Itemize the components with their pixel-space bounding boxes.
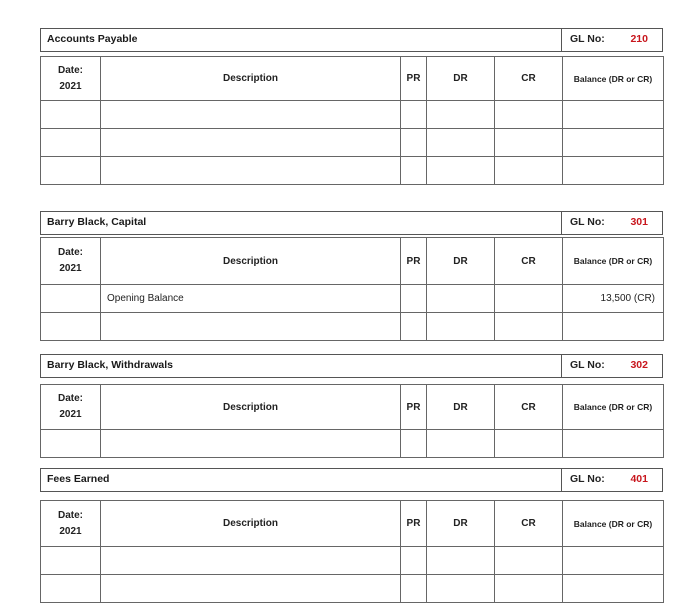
pr-cell[interactable] (401, 547, 427, 575)
pr-cell[interactable] (401, 575, 427, 603)
pr-cell[interactable] (401, 285, 427, 313)
table-header-row (41, 501, 664, 547)
ledger-title: Accounts Payable (47, 33, 138, 45)
ledger-title-bar (40, 211, 663, 235)
cr-cell[interactable] (495, 547, 563, 575)
cr-cell[interactable] (495, 101, 563, 129)
cr-cell[interactable] (495, 575, 563, 603)
dr-cell[interactable] (427, 547, 495, 575)
balance-cell[interactable] (563, 129, 664, 157)
gl-number: 302 (630, 359, 648, 371)
pr-header: PR (401, 385, 427, 430)
cr-cell[interactable] (495, 285, 563, 313)
balance-header: Balance (DR or CR) (563, 385, 664, 430)
description-header: Description (101, 501, 401, 547)
ledger-title: Barry Black, Withdrawals (47, 359, 173, 371)
gl-number: 301 (630, 216, 648, 228)
ledger-table (40, 237, 664, 341)
balance-cell[interactable] (563, 313, 664, 341)
dr-cell[interactable] (427, 313, 495, 341)
dr-header: DR (427, 57, 495, 101)
ledger-table (40, 384, 664, 458)
gl-label: GL No: (570, 33, 605, 45)
dr-cell[interactable] (427, 575, 495, 603)
dr-header: DR (427, 501, 495, 547)
date-cell[interactable] (41, 430, 101, 458)
balance-cell[interactable] (563, 547, 664, 575)
ledger-title: Fees Earned (47, 473, 110, 485)
balance-cell[interactable] (563, 430, 664, 458)
date-cell[interactable] (41, 285, 101, 313)
dr-cell[interactable] (427, 129, 495, 157)
ledger-title-bar (40, 468, 663, 492)
cr-cell[interactable] (495, 157, 563, 185)
pr-header: PR (401, 57, 427, 101)
gl-label: GL No: (570, 359, 605, 371)
balance-cell[interactable] (563, 575, 664, 603)
pr-cell[interactable] (401, 313, 427, 341)
balance-cell[interactable] (563, 157, 664, 185)
date-label: Date: (57, 247, 83, 258)
description-header: Description (101, 57, 401, 101)
pr-header: PR (401, 501, 427, 547)
year-label: 2021 (59, 80, 82, 92)
date-header (41, 238, 101, 285)
table-row (41, 313, 664, 341)
date-cell[interactable] (41, 101, 101, 129)
table-row (41, 129, 664, 157)
balance-header: Balance (DR or CR) (563, 57, 664, 101)
description-cell[interactable]: Opening Balance (101, 285, 401, 313)
description-cell[interactable] (101, 313, 401, 341)
cr-cell[interactable] (495, 430, 563, 458)
year-label: 2021 (59, 409, 82, 420)
pr-header: PR (401, 238, 427, 285)
date-cell[interactable] (41, 129, 101, 157)
balance-cell[interactable]: 13,500 (CR) (563, 285, 664, 313)
description-cell[interactable] (101, 430, 401, 458)
pr-cell[interactable] (401, 430, 427, 458)
ledger-title-bar (40, 28, 663, 52)
balance-cell[interactable] (563, 101, 664, 129)
dr-cell[interactable] (427, 101, 495, 129)
balance-header: Balance (DR or CR) (563, 238, 664, 285)
description-cell[interactable] (101, 101, 401, 129)
cr-header: CR (495, 238, 563, 285)
gl-number-box (561, 28, 663, 52)
table-header-row (41, 57, 664, 101)
dr-cell[interactable] (427, 430, 495, 458)
gl-number-box (561, 354, 663, 378)
description-cell[interactable] (101, 575, 401, 603)
gl-label: GL No: (570, 216, 605, 228)
pr-cell[interactable] (401, 129, 427, 157)
cr-cell[interactable] (495, 129, 563, 157)
description-cell[interactable] (101, 129, 401, 157)
table-row (41, 157, 664, 185)
gl-number: 210 (630, 33, 648, 45)
gl-number: 401 (630, 473, 648, 485)
ledger-title: Barry Black, Capital (47, 216, 147, 228)
table-header-row (41, 385, 664, 430)
table-row (41, 101, 664, 129)
table-row (41, 575, 664, 603)
balance-header: Balance (DR or CR) (563, 501, 664, 547)
ledger-table (40, 56, 664, 185)
ledger-title-bar (40, 354, 663, 378)
table-row (41, 547, 664, 575)
gl-number-box (561, 211, 663, 235)
pr-cell[interactable] (401, 157, 427, 185)
table-row (41, 430, 664, 458)
cr-header: CR (495, 385, 563, 430)
dr-header: DR (427, 385, 495, 430)
date-cell[interactable] (41, 547, 101, 575)
year-label: 2021 (59, 525, 82, 537)
gl-number-box (561, 468, 663, 492)
date-cell[interactable] (41, 575, 101, 603)
cr-header: CR (495, 57, 563, 101)
pr-cell[interactable] (401, 101, 427, 129)
date-label: Date: (57, 64, 83, 76)
date-cell[interactable] (41, 313, 101, 341)
ledger-table (40, 500, 664, 603)
gl-label: GL No: (570, 473, 605, 485)
date-header (41, 385, 101, 430)
date-header (41, 501, 101, 547)
dr-cell[interactable] (427, 157, 495, 185)
description-cell[interactable] (101, 157, 401, 185)
table-header-row (41, 238, 664, 285)
description-header: Description (101, 238, 401, 285)
description-header: Description (101, 385, 401, 430)
description-cell[interactable] (101, 547, 401, 575)
dr-header: DR (427, 238, 495, 285)
cr-header: CR (495, 501, 563, 547)
date-label: Date: (57, 509, 83, 521)
year-label: 2021 (59, 263, 82, 274)
table-row (41, 285, 664, 313)
date-header (41, 57, 101, 101)
cr-cell[interactable] (495, 313, 563, 341)
dr-cell[interactable] (427, 285, 495, 313)
date-cell[interactable] (41, 157, 101, 185)
date-label: Date: (57, 393, 83, 404)
